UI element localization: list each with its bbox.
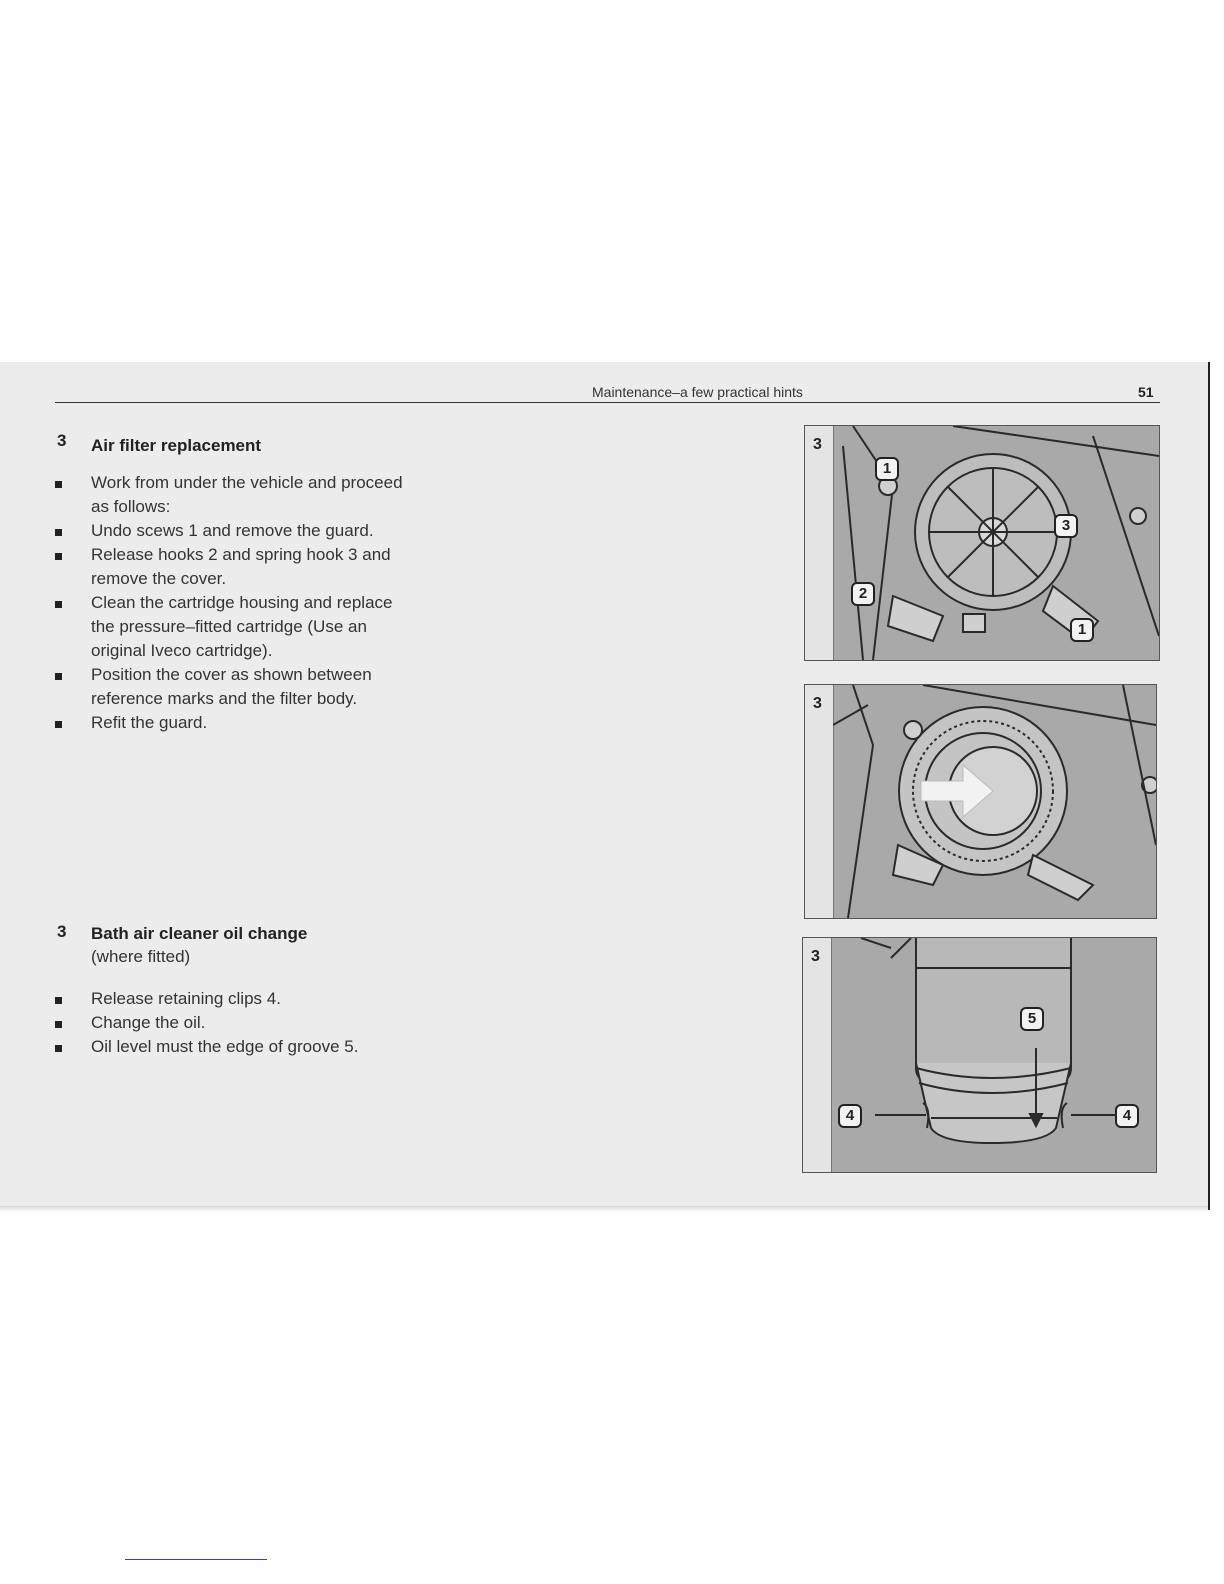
section-1-title: Air filter replacement bbox=[91, 436, 262, 455]
figure-number: 3 bbox=[813, 436, 822, 453]
section-2-bullet-list bbox=[54, 987, 414, 1059]
callout-4-left: 4 bbox=[838, 1104, 862, 1128]
list-item: Clean the cartridge housing and replace the pressure–fitted cartridge (Use an original Iveco cartridge). bbox=[54, 591, 414, 663]
figure-number: 3 bbox=[813, 695, 822, 712]
page-shadow bbox=[0, 1206, 1208, 1212]
figure-bath-air-cleaner bbox=[802, 937, 1157, 1173]
list-item: Oil level must the edge of groove 5. bbox=[54, 1035, 414, 1059]
bullet-mark bbox=[55, 601, 62, 608]
section-1-number: 3 bbox=[57, 431, 67, 450]
bullet-mark bbox=[55, 673, 62, 680]
running-title: Maintenance–a few practical hints bbox=[592, 384, 803, 400]
bullet-mark bbox=[55, 481, 62, 488]
section-1-bullet-list bbox=[54, 471, 414, 735]
figure-strip bbox=[805, 426, 834, 660]
bullet-mark bbox=[55, 997, 62, 1004]
callout-3: 3 bbox=[1054, 514, 1078, 538]
section-2-subtitle: (where fitted) bbox=[91, 947, 191, 966]
callout-1-top: 1 bbox=[875, 457, 899, 481]
list-item: Release retaining clips 4. bbox=[54, 987, 414, 1011]
callout-4-right: 4 bbox=[1115, 1104, 1139, 1128]
bullet-mark bbox=[55, 721, 62, 728]
list-item: Refit the guard. bbox=[54, 711, 414, 735]
list-item: Work from under the vehicle and proceed as follows: bbox=[54, 471, 414, 519]
callout-1-bottom: 1 bbox=[1070, 618, 1094, 642]
cover-position-illustration bbox=[833, 685, 1156, 918]
page-number: 51 bbox=[1138, 384, 1154, 400]
bullet-mark bbox=[55, 553, 62, 560]
bullet-mark bbox=[55, 1045, 62, 1052]
list-item: Position the cover as shown between reference marks and the filter body. bbox=[54, 663, 414, 711]
callout-2: 2 bbox=[851, 582, 875, 606]
section-2-title: Bath air cleaner oil change bbox=[91, 924, 308, 943]
footnote-rule bbox=[125, 1559, 267, 1560]
figure-number: 3 bbox=[811, 948, 820, 965]
figure-strip bbox=[803, 938, 832, 1172]
figure-air-filter-cover bbox=[804, 425, 1160, 661]
bullet-mark bbox=[55, 529, 62, 536]
section-2-number: 3 bbox=[57, 922, 67, 941]
list-item: Undo scews 1 and remove the guard. bbox=[54, 519, 414, 543]
figure-cover-position bbox=[804, 684, 1157, 919]
bath-air-cleaner-illustration bbox=[831, 938, 1156, 1172]
list-item: Change the oil. bbox=[54, 1011, 414, 1035]
callout-5: 5 bbox=[1020, 1007, 1044, 1031]
figure-strip bbox=[805, 685, 834, 918]
list-item: Release hooks 2 and spring hook 3 and remove the cover. bbox=[54, 543, 414, 591]
bullet-mark bbox=[55, 1021, 62, 1028]
